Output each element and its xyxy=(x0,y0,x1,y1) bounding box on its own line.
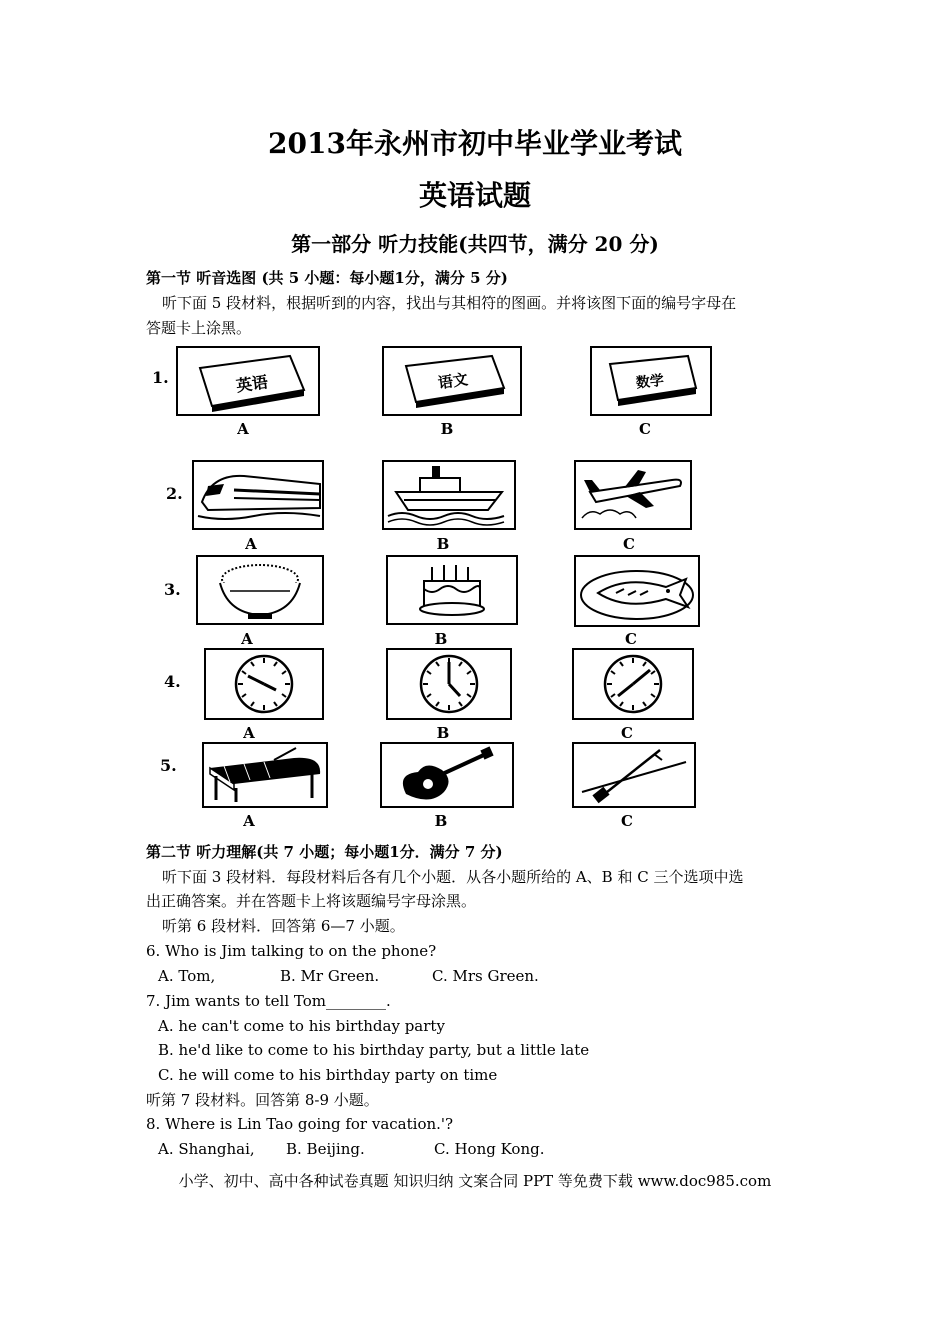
picture-5b xyxy=(380,742,514,808)
picture-4b xyxy=(386,648,512,720)
birthday-cake-icon xyxy=(388,557,516,623)
question-7: 7. Jim wants to tell Tom________. xyxy=(146,992,391,1010)
material-6-prompt: 听第 6 段材料．回答第 6—7 小题。 xyxy=(162,917,405,935)
fish-plate-icon xyxy=(576,557,698,625)
train-icon xyxy=(194,462,322,528)
question-6-option-c: C. Mrs Green. xyxy=(432,967,539,985)
section1-heading: 第一节 听音选图 (共 5 小题：每小题1分，满分 5 分) xyxy=(146,269,508,287)
exam-subject: 英语试题 xyxy=(418,179,531,212)
question-8-option-b: B. Beijing. xyxy=(286,1140,365,1158)
question-number-3: 3. xyxy=(164,580,181,599)
question-number-2: 2. xyxy=(166,484,183,503)
option-label-4a: A xyxy=(243,724,255,742)
section2-instruction-1: 听下面 3 段材料．每段材料后各有几个小题．从各小题所给的 A、B 和 C 三个选项中选 xyxy=(162,868,744,886)
option-label-4b: B xyxy=(436,724,450,742)
option-label-2a: A xyxy=(245,535,257,553)
chinese-book-icon xyxy=(384,348,520,414)
question-8-option-a: A. Shanghai, xyxy=(158,1140,255,1158)
airplane-icon xyxy=(576,462,690,528)
option-label-5c: C xyxy=(621,812,633,830)
math-book-icon xyxy=(592,348,710,414)
picture-2a xyxy=(192,460,324,530)
question-7-option-a: A. he can't come to his birthday party xyxy=(158,1017,445,1035)
question-7-option-c: C. he will come to his birthday party on time xyxy=(158,1066,498,1084)
svg-text:数学: 数学 xyxy=(635,372,665,392)
material-7-prompt: 听第 7 段材料。回答第 8-9 小题。 xyxy=(146,1091,379,1109)
option-label-2b: B xyxy=(436,535,450,553)
english-book-icon xyxy=(178,348,318,414)
picture-1b xyxy=(382,346,522,416)
option-label-1c: C xyxy=(639,420,651,438)
option-label-3b: B xyxy=(434,630,448,648)
question-6-option-b: B. Mr Green. xyxy=(280,967,380,985)
option-label-5b: B xyxy=(434,812,448,830)
picture-5c xyxy=(572,742,696,808)
question-6: 6. Who is Jim talking to on the phone? xyxy=(146,942,437,960)
part-heading: 第一部分 听力技能(共四节，满分 20 分) xyxy=(291,232,659,256)
picture-5a xyxy=(202,742,328,808)
option-label-4c: C xyxy=(621,724,633,742)
picture-1a xyxy=(176,346,320,416)
exam-title: 2013年永州市初中毕业学业考试 xyxy=(268,127,682,160)
option-label-1a: A xyxy=(237,420,249,438)
section2-heading: 第二节 听力理解(共 7 小题；每小题1分．满分 7 分) xyxy=(146,843,503,861)
option-label-1b: B xyxy=(440,420,454,438)
footer-text: 小学、初中、高中各种试卷真题 知识归纳 文案合同 PPT 等免费下载 www.doc985.com xyxy=(178,1172,772,1190)
clock-icon xyxy=(388,650,510,718)
ship-icon xyxy=(384,462,514,528)
picture-1c xyxy=(590,346,712,416)
section1-instruction-2: 答题卡上涂黑。 xyxy=(146,319,252,337)
svg-text:语文: 语文 xyxy=(436,370,469,393)
question-number-1: 1. xyxy=(152,368,169,387)
question-8-option-c: C. Hong Kong. xyxy=(434,1140,545,1158)
piano-icon xyxy=(204,744,326,806)
picture-4c xyxy=(572,648,694,720)
option-label-3a: A xyxy=(241,630,253,648)
question-6-option-a: A. Tom, xyxy=(158,967,216,985)
svg-text:英语: 英语 xyxy=(234,372,270,396)
picture-3c xyxy=(574,555,700,627)
rice-bowl-icon xyxy=(198,557,322,623)
picture-2c xyxy=(574,460,692,530)
question-number-5: 5. xyxy=(160,756,177,775)
picture-4a xyxy=(204,648,324,720)
picture-3a xyxy=(196,555,324,625)
question-7-option-b: B. he'd like to come to his birthday party, but a little late xyxy=(158,1041,590,1059)
erhu-icon xyxy=(574,744,694,806)
section2-instruction-2: 出正确答案。并在答题卡上将该题编号字母涂黑。 xyxy=(146,892,477,910)
guitar-icon xyxy=(382,744,512,806)
clock-icon xyxy=(206,650,322,718)
option-label-2c: C xyxy=(623,535,635,553)
picture-2b xyxy=(382,460,516,530)
option-label-3c: C xyxy=(625,630,637,648)
question-number-4: 4. xyxy=(164,672,181,691)
section1-instruction-1: 听下面 5 段材料，根据听到的内容，找出与其相符的图画。并将该图下面的编号字母在 xyxy=(162,294,737,312)
option-label-5a: A xyxy=(243,812,255,830)
picture-3b xyxy=(386,555,518,625)
question-8: 8. Where is Lin Tao going for vacation.'? xyxy=(146,1115,454,1133)
clock-icon xyxy=(574,650,692,718)
